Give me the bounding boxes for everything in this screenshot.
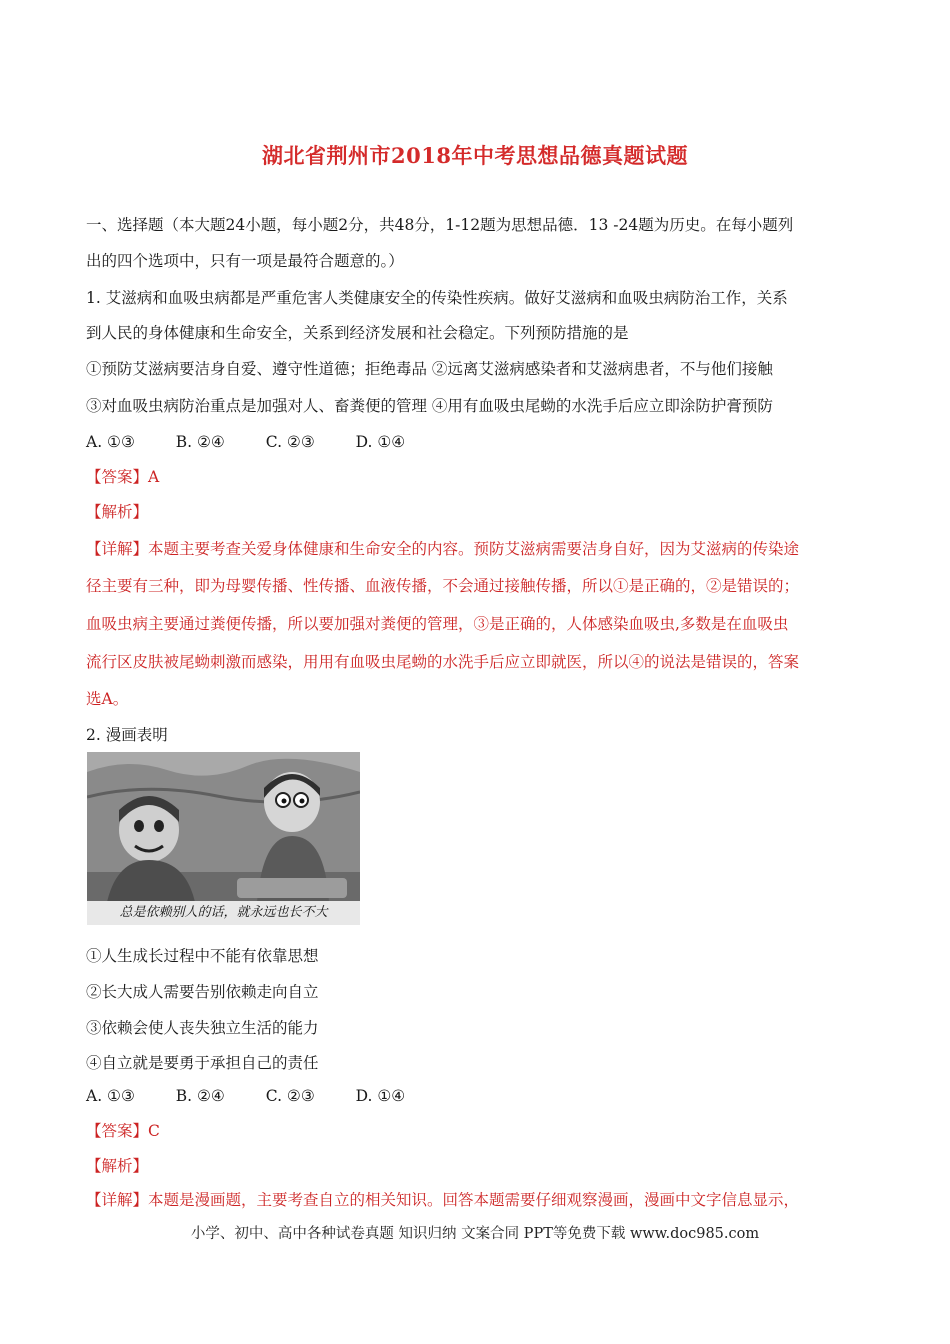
section-intro-line-2: 出的四个选项中，只有一项是最符合题意的。） [86,252,404,270]
comic-illustration [87,752,360,925]
q1-detail-line-3: 血吸虫病主要通过粪便传播，所以要加强对粪便的管理，③是正确的，人体感染血吸虫,多数是在血吸虫 [86,615,789,633]
q2-option-b: B. ②④ [175,1087,225,1105]
comic-caption: 总是依赖别人的话，就永远也长不大 [87,901,360,925]
page-title: 湖北省荆州市2018年中考思想品德真题试题 [262,143,688,168]
q2-stem: 2. 漫画表明 [86,726,168,744]
q2-detail-line-1: 【详解】本题是漫画题，主要考查自立的相关知识。回答本题需要仔细观察漫画，漫画中文字信息显示， [86,1191,800,1209]
q2-item-2: ②长大成人需要告别依赖走向自立 [86,983,319,1001]
comic-image [87,752,360,925]
q2-option-d: D. ①④ [355,1087,406,1105]
q2-options [86,1086,441,1106]
q1-option-d: D. ①④ [355,433,406,451]
q2-answer: 【答案】C [86,1122,160,1140]
q2-item-1: ①人生成长过程中不能有依靠思想 [86,947,319,965]
q1-detail-line-2: 径主要有三种，即为母婴传播、性传播、血液传播，不会通过接触传播，所以①是正确的，②是错误的； [86,577,800,595]
q1-detail-line-5: 选A。 [86,690,129,708]
q2-analysis-label: 【解析】 [86,1157,149,1175]
q2-item-3: ③依赖会使人丧失独立生活的能力 [86,1019,319,1037]
page-footer: 小学、初中、高中各种试卷真题 知识归纳 文案合同 PPT等免费下载 www.doc985.com [190,1226,760,1242]
q1-items-row-2: ③对血吸虫病防治重点是加强对人、畜粪便的管理 ④用有血吸虫尾蚴的水洗手后应立即涂防护膏预防 [86,397,773,415]
q1-analysis-label: 【解析】 [86,503,149,521]
q1-answer: 【答案】A [86,468,160,486]
q1-detail-line-1: 【详解】本题主要考查关爱身体健康和生命安全的内容。预防艾滋病需要洁身自好，因为艾滋病的传染途 [86,540,800,558]
q1-stem-line-1: 1. 艾滋病和血吸虫病都是严重危害人类健康安全的传染性疾病。做好艾滋病和血吸虫病防治工作，关系 [86,289,788,307]
section-intro-line-1: 一、选择题（本大题24小题，每小题2分，共48分，1-12题为思想品德．13 -24题为历史。在每小题列 [86,216,794,234]
q1-items-row-1: ①预防艾滋病要洁身自爱、遵守性道德；拒绝毒品 ②远离艾滋病感染者和艾滋病患者，不与他们接触 [86,360,773,378]
q1-detail-line-4: 流行区皮肤被尾蚴刺激而感染，用用有血吸虫尾蚴的水洗手后应立即就医，所以④的说法是错误的，答案 [86,653,800,671]
q1-option-c: C. ②③ [265,433,315,451]
q1-stem-line-2: 到人民的身体健康和生命安全，关系到经济发展和社会稳定。下列预防措施的是 [86,324,629,342]
q1-option-b: B. ②④ [175,433,225,451]
q2-option-a: A. ①③ [86,1087,135,1105]
q2-item-4: ④自立就是要勇于承担自己的责任 [86,1054,319,1072]
q1-options [86,432,441,452]
q2-option-c: C. ②③ [265,1087,315,1105]
q1-option-a: A. ①③ [86,433,135,451]
